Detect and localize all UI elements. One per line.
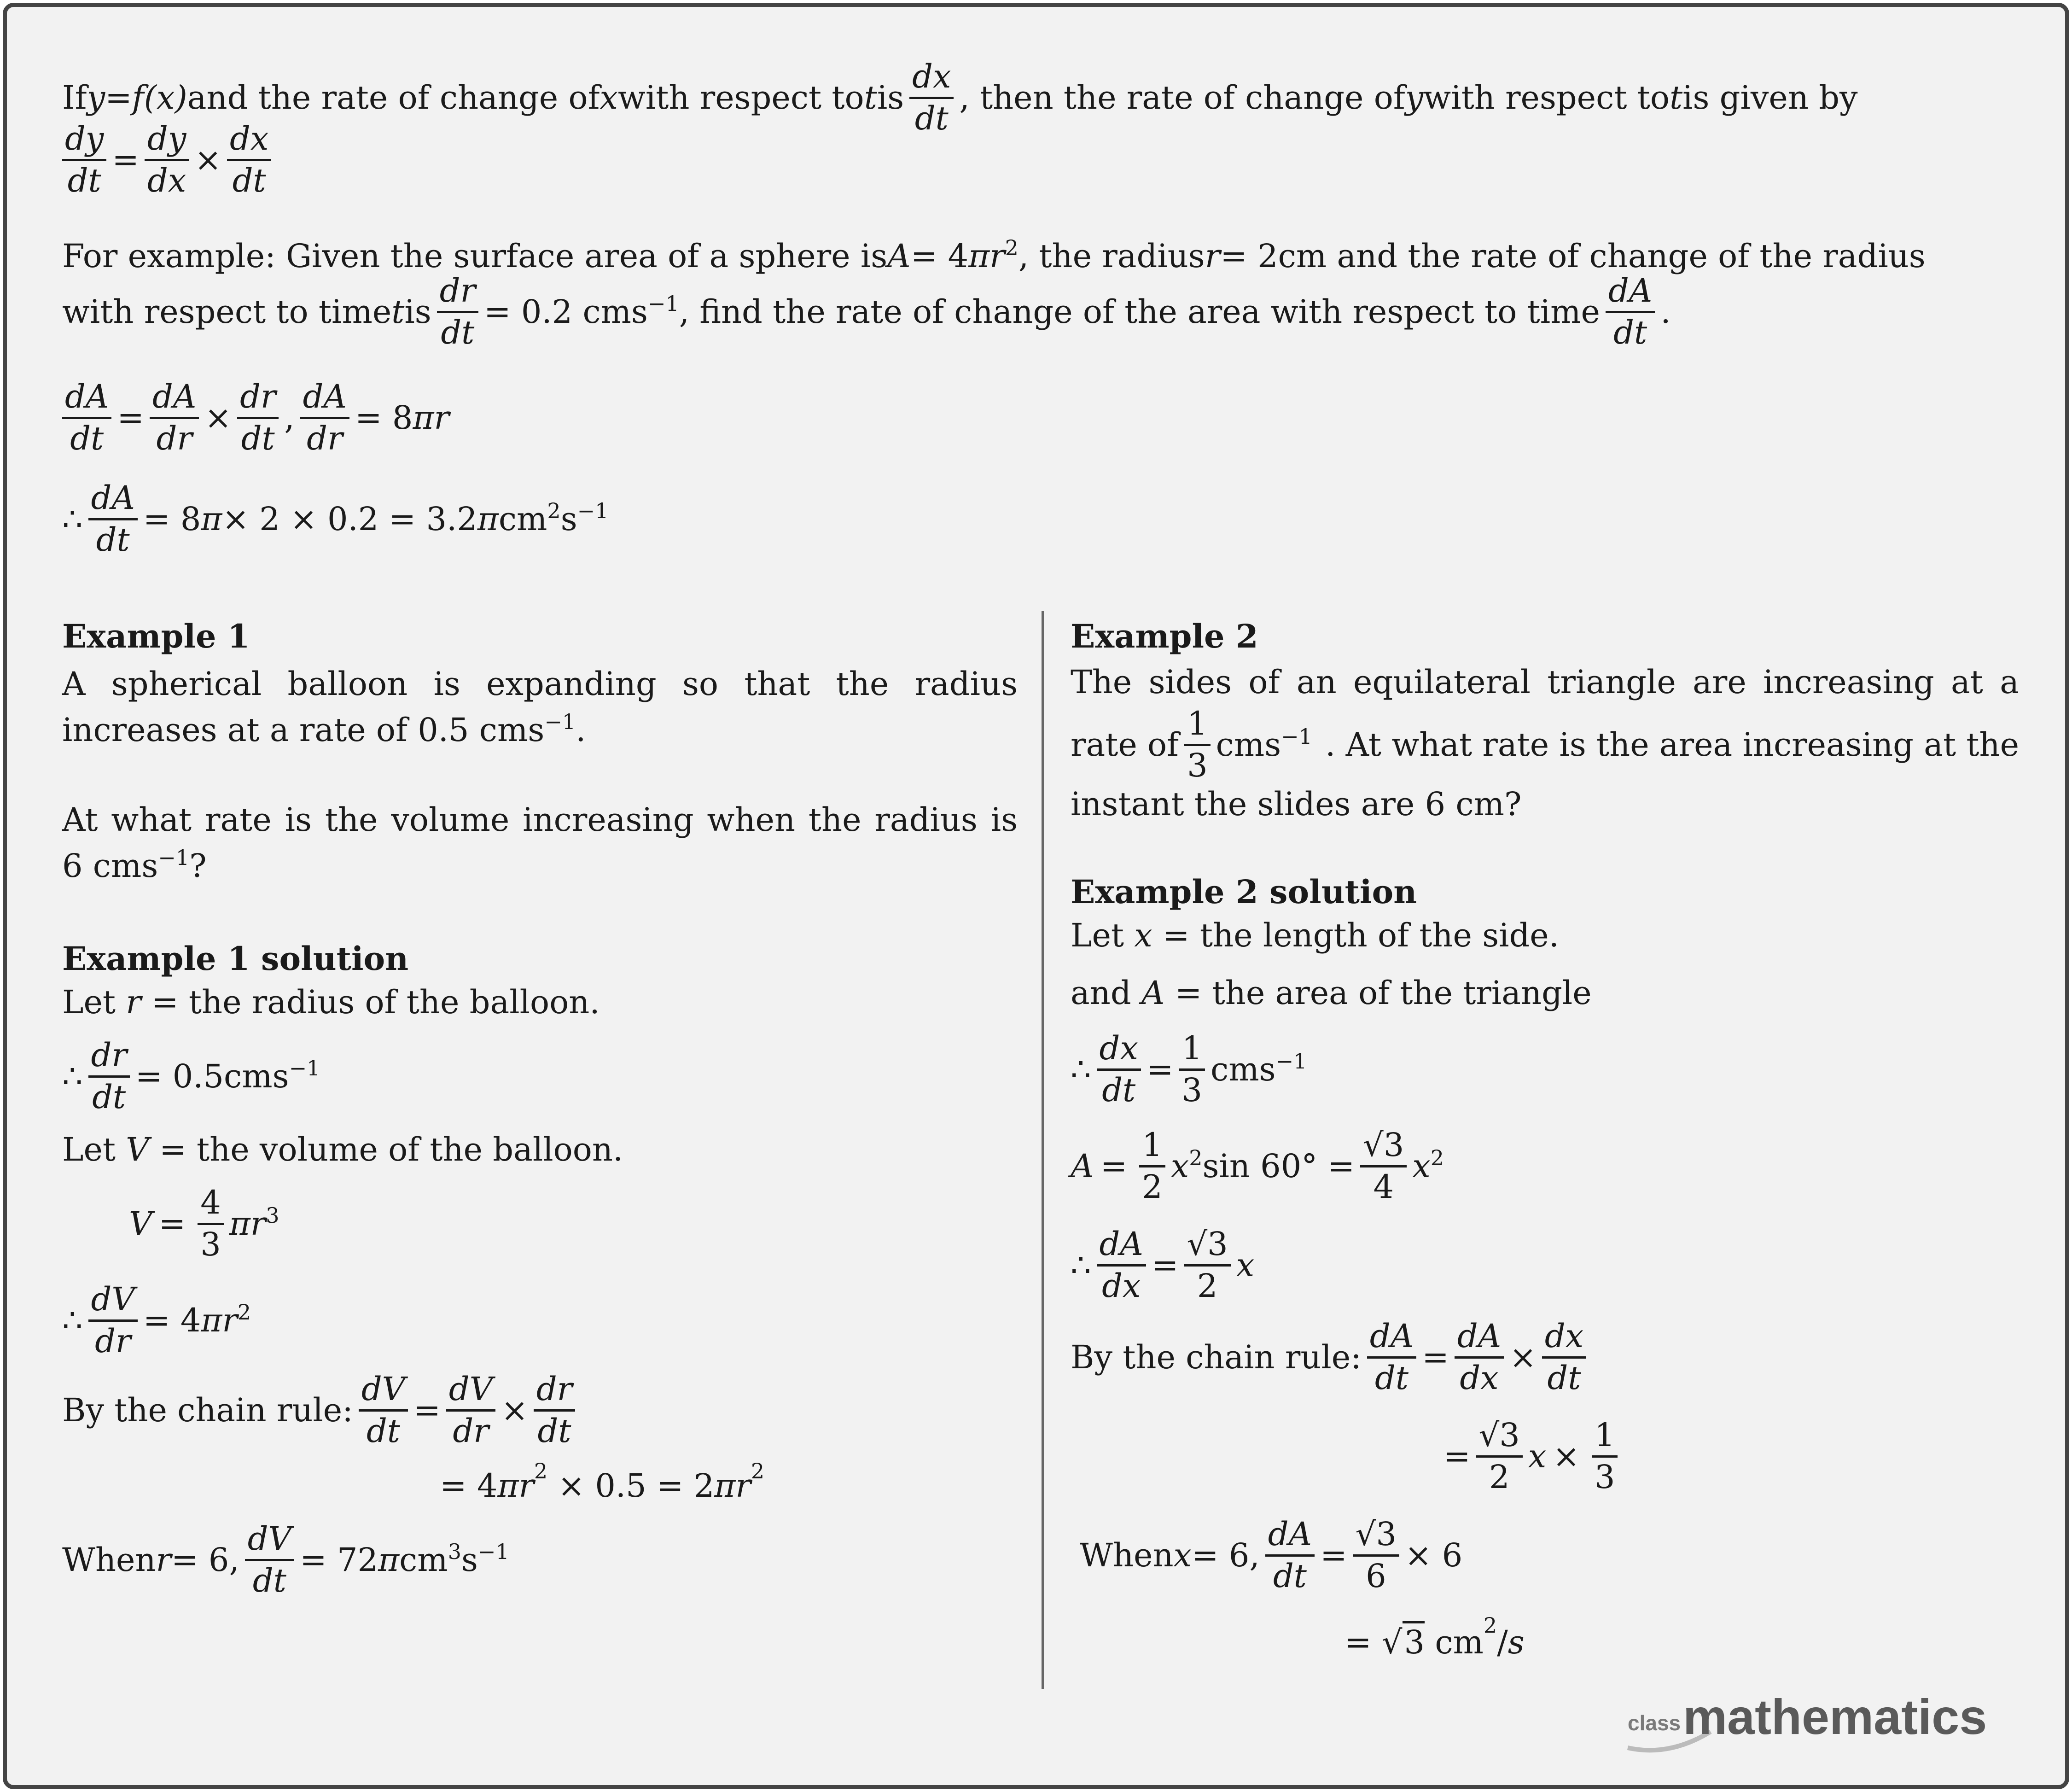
denominator: dt bbox=[1102, 1071, 1136, 1109]
denominator: dt bbox=[96, 520, 130, 559]
chain-rule-line bbox=[1071, 1319, 1592, 1395]
denominator: 2 bbox=[1489, 1458, 1510, 1496]
denominator: dr bbox=[95, 1322, 131, 1360]
times-sign: × bbox=[501, 1391, 528, 1429]
text: Let bbox=[62, 1131, 126, 1168]
chain-rule-line bbox=[62, 1372, 581, 1448]
text: is bbox=[877, 79, 904, 117]
equals-sign: = bbox=[1344, 1623, 1382, 1661]
fraction-dV-dt bbox=[359, 1372, 408, 1448]
fraction bbox=[150, 380, 199, 455]
numerator: dA bbox=[1265, 1518, 1315, 1557]
fraction-dr-dt bbox=[88, 1036, 130, 1116]
text: sin 60° = bbox=[1202, 1147, 1355, 1185]
denominator: dt bbox=[92, 1078, 126, 1116]
let-v-line bbox=[62, 1131, 623, 1168]
therefore-symbol: ∴ bbox=[62, 1057, 83, 1095]
numerator: dy bbox=[145, 122, 189, 161]
sqrt-symbol: √ bbox=[1381, 1623, 1403, 1661]
and-A-line bbox=[1071, 974, 1592, 1012]
exponent: 2 bbox=[1005, 235, 1019, 260]
denominator: dt bbox=[241, 419, 275, 457]
fraction bbox=[300, 380, 349, 455]
numerator: dy bbox=[62, 122, 106, 161]
text: × 0.5 = 2 bbox=[547, 1467, 715, 1505]
example-1-solution-heading: Example 1 solution bbox=[62, 940, 409, 978]
denominator: 3 bbox=[200, 1225, 221, 1263]
numerator: dr bbox=[534, 1372, 575, 1412]
text: = the volume of the balloon. bbox=[149, 1131, 623, 1168]
times-sign: × bbox=[1509, 1338, 1537, 1376]
exponent: −1 bbox=[577, 498, 609, 523]
numerator: dA bbox=[1367, 1319, 1416, 1359]
denominator: dt bbox=[441, 313, 475, 351]
var-r: r bbox=[126, 983, 141, 1021]
exponent: 2 bbox=[1483, 1613, 1497, 1638]
pi-r: πr bbox=[714, 1467, 751, 1505]
var-A: A bbox=[887, 237, 911, 275]
numerator: dx bbox=[1542, 1319, 1586, 1359]
numerator: dA bbox=[1097, 1227, 1146, 1267]
numerator: √3 bbox=[1476, 1418, 1523, 1458]
example-2-heading: Example 2 bbox=[1071, 617, 1258, 655]
pi-r: πr bbox=[413, 399, 449, 437]
text: is bbox=[404, 293, 431, 331]
text: with respect to bbox=[618, 79, 864, 117]
fraction-4-3 bbox=[198, 1186, 224, 1261]
rate-group bbox=[1071, 707, 1312, 782]
numerator: dr bbox=[88, 1039, 130, 1078]
numerator: √3 bbox=[1360, 1128, 1407, 1167]
var-A: A bbox=[1141, 974, 1165, 1012]
equals-sign: = bbox=[158, 1205, 186, 1243]
var-V: V bbox=[129, 1205, 152, 1243]
denominator: 3 bbox=[1182, 1071, 1203, 1109]
text: For example: Given the surface area of a sphere is bbox=[62, 237, 888, 275]
let-r-line bbox=[62, 983, 600, 1021]
text: is given by bbox=[1682, 79, 1858, 117]
var-V: V bbox=[126, 1131, 149, 1168]
column-divider bbox=[1042, 611, 1044, 1689]
content-card bbox=[3, 3, 2069, 1789]
numerator: dV bbox=[88, 1283, 138, 1322]
unit-s: s bbox=[1507, 1623, 1525, 1661]
fraction-dr-dt bbox=[534, 1372, 575, 1448]
numerator: √3 bbox=[1184, 1227, 1231, 1267]
example-intro-line-2 bbox=[62, 274, 1671, 350]
fraction bbox=[62, 380, 111, 455]
numerator: dA bbox=[1606, 274, 1655, 313]
text: cm bbox=[498, 500, 547, 538]
classmathematics-logo bbox=[1618, 1688, 2033, 1757]
text: = 4 bbox=[440, 1467, 498, 1505]
fraction-dA-dx bbox=[1097, 1227, 1146, 1303]
numerator: √3 bbox=[1353, 1518, 1399, 1557]
text: = 6, bbox=[171, 1541, 239, 1579]
exponent: 2 bbox=[1189, 1145, 1203, 1170]
example-2-problem-line-3: instant the slides are 6 cm? bbox=[1071, 785, 1522, 823]
exponent: −1 bbox=[289, 1056, 320, 1080]
fraction-1-3 bbox=[1179, 1029, 1205, 1109]
example-2-solution-heading: Example 2 solution bbox=[1071, 873, 1417, 911]
text: and bbox=[1071, 974, 1141, 1012]
denominator: dx bbox=[147, 161, 186, 199]
denominator: dx bbox=[1460, 1359, 1499, 1397]
pi: π bbox=[477, 500, 499, 538]
text: At what rate is the volume increasing when the radius is 6 cms bbox=[62, 801, 1018, 885]
exponent: 2 bbox=[534, 1459, 548, 1483]
text: When bbox=[1080, 1536, 1174, 1574]
equals-sign: = bbox=[1443, 1437, 1471, 1475]
exponent: 2 bbox=[751, 1459, 765, 1483]
therefore-symbol: ∴ bbox=[62, 500, 83, 538]
exponent: −1 bbox=[1275, 1049, 1307, 1074]
pi: π bbox=[201, 500, 222, 538]
fraction-dy-dt bbox=[62, 122, 106, 198]
var-x: x bbox=[1412, 1147, 1431, 1185]
fraction-1-2 bbox=[1139, 1128, 1165, 1204]
func-f: f bbox=[132, 79, 144, 117]
text: = 4 bbox=[910, 237, 969, 275]
fraction-dV-dr bbox=[446, 1372, 495, 1448]
example-1-problem-p2 bbox=[62, 797, 1018, 889]
text: cm bbox=[399, 1541, 448, 1579]
text: = 4 bbox=[143, 1302, 201, 1339]
denominator: dt bbox=[232, 161, 266, 199]
var-t: t bbox=[391, 293, 405, 331]
fraction bbox=[237, 380, 279, 455]
area-formula bbox=[1071, 1128, 1444, 1204]
example-1-problem-p1 bbox=[62, 661, 1018, 753]
text: = 72 bbox=[300, 1541, 378, 1579]
fraction-dV-dt bbox=[245, 1522, 294, 1598]
text: = the length of the side. bbox=[1152, 916, 1559, 954]
equals-sign: = bbox=[1100, 1147, 1128, 1185]
fraction-dy-dx bbox=[145, 122, 189, 198]
equals-sign: = bbox=[1151, 1246, 1179, 1284]
when-r-line bbox=[62, 1522, 509, 1598]
denominator: 3 bbox=[1594, 1458, 1615, 1496]
exponent: −1 bbox=[647, 291, 679, 316]
var-t: t bbox=[1669, 79, 1683, 117]
text: = 6, bbox=[1192, 1536, 1260, 1574]
example-1-heading: Example 1 bbox=[62, 617, 250, 655]
var-x: x bbox=[1134, 916, 1152, 954]
numerator: dV bbox=[245, 1522, 294, 1561]
denominator: dt bbox=[70, 419, 104, 457]
denominator: dr bbox=[307, 419, 343, 457]
fraction-dA-dt bbox=[1606, 274, 1655, 350]
text: s bbox=[560, 500, 577, 538]
text: = 8 bbox=[355, 399, 413, 437]
denominator: dt bbox=[67, 161, 101, 199]
text: When bbox=[62, 1541, 156, 1579]
text: / bbox=[1497, 1623, 1508, 1661]
pi-r: πr bbox=[229, 1205, 266, 1243]
unit: cm bbox=[1425, 1623, 1484, 1661]
var-A: A bbox=[1071, 1147, 1094, 1185]
example-intro-eq-2 bbox=[62, 481, 608, 557]
exponent: −1 bbox=[158, 845, 190, 870]
text: Let bbox=[1071, 916, 1135, 954]
dr-dt-line bbox=[62, 1036, 320, 1116]
equals-sign: = bbox=[112, 141, 140, 179]
var-t: t bbox=[864, 79, 877, 117]
text: By the chain rule: bbox=[62, 1391, 353, 1429]
fraction-dx-dt bbox=[1097, 1029, 1141, 1109]
pi-r: πr bbox=[201, 1302, 238, 1339]
fraction-root3-2 bbox=[1476, 1418, 1523, 1494]
denominator: dt bbox=[1273, 1557, 1307, 1595]
func-arg: (x) bbox=[144, 79, 187, 117]
text: with respect to time bbox=[62, 293, 392, 331]
therefore-symbol: ∴ bbox=[62, 1302, 83, 1339]
text: and the rate of change of bbox=[187, 79, 600, 117]
exponent: −1 bbox=[1281, 724, 1312, 749]
denominator: dt bbox=[1613, 313, 1647, 351]
var-x: x bbox=[1170, 1147, 1189, 1185]
exponent: −1 bbox=[544, 709, 576, 734]
denominator: 6 bbox=[1366, 1557, 1386, 1595]
fraction-root3-2 bbox=[1184, 1227, 1231, 1303]
therefore-symbol: ∴ bbox=[1071, 1051, 1091, 1088]
example-intro-eq-1 bbox=[57, 380, 449, 455]
numerator: dx bbox=[1097, 1032, 1141, 1071]
var-x: x bbox=[1173, 1536, 1192, 1574]
text: = 2cm and the rate of change of the radius bbox=[1220, 237, 1926, 275]
numerator: dA bbox=[62, 380, 111, 419]
equals-sign: = bbox=[1320, 1536, 1347, 1574]
text: , find the rate of change of the area with respect to time bbox=[679, 293, 1600, 331]
chain-rule-formula bbox=[57, 122, 277, 198]
fraction-dx-dt bbox=[227, 122, 271, 198]
text: . bbox=[576, 711, 586, 749]
fraction-dx-dt bbox=[1542, 1319, 1586, 1395]
text: × 6 bbox=[1404, 1536, 1463, 1574]
numerator: dV bbox=[446, 1372, 495, 1412]
numerator: 1 bbox=[1184, 707, 1211, 746]
fraction-dA-dt bbox=[1265, 1515, 1315, 1595]
denominator: 2 bbox=[1197, 1267, 1218, 1305]
exponent: −1 bbox=[477, 1539, 509, 1564]
dv-dr-line bbox=[62, 1280, 251, 1360]
unit: cms bbox=[1211, 1051, 1276, 1088]
let-x-line bbox=[1071, 916, 1559, 954]
pi: π bbox=[378, 1541, 400, 1579]
text: By the chain rule: bbox=[1071, 1338, 1362, 1376]
fraction-dV-dr bbox=[88, 1280, 138, 1360]
denominator: dt bbox=[914, 99, 949, 137]
numerator: 1 bbox=[1179, 1032, 1205, 1071]
numerator: dV bbox=[359, 1372, 408, 1412]
fraction-1-3 bbox=[1592, 1418, 1618, 1494]
var-x: x bbox=[1236, 1246, 1255, 1284]
fraction-dA-dt bbox=[1367, 1319, 1416, 1395]
numerator: dA bbox=[150, 380, 199, 419]
exponent: 2 bbox=[1430, 1145, 1444, 1170]
denominator: dr bbox=[453, 1412, 489, 1450]
text: Let bbox=[62, 983, 126, 1021]
text: s bbox=[461, 1541, 478, 1579]
exponent: 3 bbox=[448, 1539, 461, 1564]
text: = bbox=[105, 79, 132, 117]
denominator: 4 bbox=[1373, 1167, 1394, 1206]
var-y: y bbox=[1405, 79, 1424, 117]
text: If bbox=[62, 79, 87, 117]
text: = 8 bbox=[143, 500, 201, 538]
text: , the radius bbox=[1018, 237, 1205, 275]
intro-line-1 bbox=[62, 60, 1858, 135]
numerator: dA bbox=[88, 481, 138, 520]
numerator: dx bbox=[227, 122, 271, 161]
numerator: dx bbox=[909, 60, 954, 99]
denominator: dt bbox=[1375, 1359, 1408, 1397]
fraction-dA-dt bbox=[88, 481, 138, 557]
denominator: dt bbox=[1547, 1359, 1581, 1397]
final-result bbox=[1344, 1613, 1525, 1661]
times-sign: × bbox=[194, 141, 222, 179]
denominator: dr bbox=[156, 419, 192, 457]
equals-sign: = bbox=[1422, 1338, 1449, 1376]
text: A spherical balloon is expanding so that the radius increases at a rate of 0.5 cms bbox=[62, 665, 1018, 749]
var-r: r bbox=[156, 1541, 172, 1579]
text: , then the rate of change of bbox=[959, 79, 1405, 117]
example-2-problem-line-2 bbox=[1071, 707, 2019, 782]
numerator: dA bbox=[300, 380, 349, 419]
chain-rule-result bbox=[440, 1459, 765, 1505]
denominator: dt bbox=[367, 1412, 400, 1450]
fraction-root3-6 bbox=[1353, 1515, 1399, 1595]
fraction-root3-4 bbox=[1360, 1128, 1407, 1204]
var-x: x bbox=[1528, 1437, 1547, 1475]
when-x-line bbox=[1080, 1515, 1463, 1595]
text: = 0.5cms bbox=[135, 1057, 289, 1095]
text: with respect to bbox=[1423, 79, 1670, 117]
var-x: x bbox=[599, 79, 618, 117]
text: × 2 × 0.2 = 3.2 bbox=[222, 500, 477, 538]
denominator: dt bbox=[252, 1561, 286, 1599]
numerator: dr bbox=[437, 274, 478, 313]
exponent: 2 bbox=[237, 1300, 251, 1325]
text: = the radius of the balloon. bbox=[141, 983, 600, 1021]
text: = the area of the triangle bbox=[1164, 974, 1592, 1012]
denominator: 3 bbox=[1187, 746, 1208, 784]
fraction-dr-dt bbox=[437, 274, 478, 350]
volume-formula bbox=[129, 1186, 279, 1261]
numerator: 1 bbox=[1592, 1418, 1618, 1458]
times-sign: × bbox=[204, 399, 232, 437]
exponent: 2 bbox=[547, 498, 561, 523]
example-2-problem-line-1: The sides of an equilateral triangle are increasing at a bbox=[1071, 663, 2019, 701]
exponent: 3 bbox=[266, 1203, 279, 1228]
fraction-1-3 bbox=[1184, 707, 1211, 782]
var-r: r bbox=[1205, 237, 1221, 275]
denominator: 2 bbox=[1142, 1167, 1163, 1206]
fraction-dx-dt bbox=[909, 60, 954, 135]
numerator: dr bbox=[237, 380, 279, 419]
comma: , bbox=[284, 399, 295, 437]
equals-sign: = bbox=[1146, 1051, 1174, 1088]
pi-r: πr bbox=[497, 1467, 534, 1505]
therefore-symbol: ∴ bbox=[1071, 1246, 1091, 1284]
chain-rule-step-2 bbox=[1443, 1418, 1623, 1494]
logo-mathematics-text: mathematics bbox=[1683, 1689, 1987, 1745]
pi-r: πr bbox=[968, 237, 1005, 275]
times-sign: × bbox=[1553, 1437, 1580, 1475]
numerator: 4 bbox=[198, 1186, 224, 1225]
example-intro-line-1 bbox=[62, 237, 1926, 275]
equals-sign: = bbox=[117, 399, 145, 437]
text: . bbox=[1660, 293, 1671, 331]
numerator: 1 bbox=[1139, 1128, 1165, 1167]
var-y: y bbox=[87, 79, 105, 117]
numerator: dA bbox=[1455, 1319, 1504, 1359]
dx-dt-line bbox=[1071, 1029, 1307, 1109]
text: cms bbox=[1216, 726, 1281, 764]
equals-sign: = bbox=[413, 1391, 441, 1429]
text: rate of bbox=[1071, 726, 1179, 764]
text: . At what rate is the area increasing at the bbox=[1325, 726, 2019, 764]
denominator: dt bbox=[537, 1412, 571, 1450]
fraction-dA-dx bbox=[1455, 1319, 1504, 1395]
radicand: 3 bbox=[1403, 1621, 1425, 1661]
logo-class-text: class bbox=[1628, 1711, 1681, 1735]
dA-dx-line bbox=[1071, 1227, 1254, 1303]
denominator: dx bbox=[1102, 1267, 1141, 1305]
text: = 0.2 cms bbox=[483, 293, 648, 331]
text: ? bbox=[189, 847, 207, 885]
